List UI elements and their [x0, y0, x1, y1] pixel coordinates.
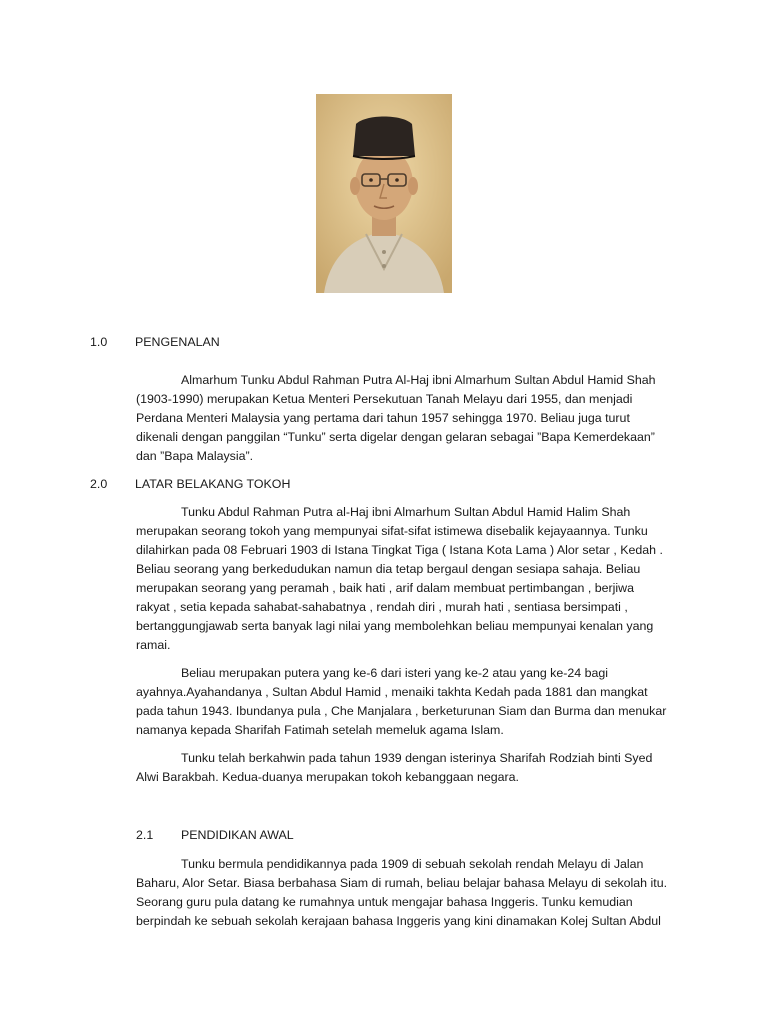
paragraph-line: dan ”Bapa Malaysia”. [136, 449, 254, 463]
paragraph-line: Seorang guru pula datang ke rumahnya untuk mengajar bahasa Inggeris. Tunku kemudian [136, 895, 633, 909]
section-number: 2.1 [136, 828, 154, 842]
paragraph-line: berpindah ke sebuah sekolah kerajaan bahasa Inggeris yang kini dinamakan Kolej Sultan Abdul [136, 914, 661, 928]
paragraph-line: merupakan seorang tokoh yang mempunyai sifat-sifat istimewa disebalik kejayaannya. Tunku [136, 524, 648, 538]
paragraph-line: dikenali dengan panggilan “Tunku” serta digelar dengan gelaran sebagai ”Bapa Kemerdekaan” [136, 430, 655, 444]
section-title: PENGENALAN [135, 335, 220, 349]
paragraph-line: pada tahun 1943. Ibundanya pula , Che Manjalara , berketurunan Siam dan Burma dan menukar [136, 704, 667, 718]
paragraph-1-1 [136, 371, 681, 466]
section-heading-1 [90, 333, 690, 352]
section-heading-3 [136, 826, 736, 845]
section-title: PENDIDIKAN AWAL [181, 828, 294, 842]
paragraph-line: Beliau seorang yang berkedudukan namun dia tetap bergaul dengan sesiapa sahaja. Beliau [136, 562, 641, 576]
paragraph-3-1 [136, 855, 681, 931]
paragraph-line: Alwi Barakbah. Kedua-duanya merupakan tokoh kebanggaan negara. [136, 770, 520, 784]
paragraph-line: Tunku bermula pendidikannya pada 1909 di sebuah sekolah rendah Melayu di Jalan [181, 857, 644, 871]
section-heading-2 [90, 475, 690, 494]
paragraph-line: ramai. [136, 638, 171, 652]
paragraph-line: merupakan seorang yang peramah , baik hati , arif dalam membuat pertimbangan , berjiwa [136, 581, 634, 595]
section-title: LATAR BELAKANG TOKOH [135, 477, 291, 491]
section-number: 1.0 [90, 335, 108, 349]
section-number: 2.0 [90, 477, 108, 491]
portrait-image [316, 94, 452, 293]
paragraph-line: Beliau merupakan putera yang ke-6 dari isteri yang ke-2 atau yang ke-24 bagi [181, 666, 609, 680]
paragraph-2-3 [136, 749, 681, 787]
paragraph-line: Tunku Abdul Rahman Putra al-Haj ibni Almarhum Sultan Abdul Hamid Halim Shah [181, 505, 631, 519]
paragraph-2-2 [136, 664, 681, 740]
paragraph-2-1 [136, 503, 681, 655]
paragraph-line: Almarhum Tunku Abdul Rahman Putra Al-Haj ibni Almarhum Sultan Abdul Hamid Shah [181, 373, 656, 387]
paragraph-line: bertanggungjawab serta banyak lagi nilai yang membolehkan beliau mempunyai kenalan yang [136, 619, 654, 633]
paragraph-line: Tunku telah berkahwin pada tahun 1939 dengan isterinya Sharifah Rodziah binti Syed [181, 751, 653, 765]
paragraph-line: ayahnya.Ayahandanya , Sultan Abdul Hamid , menaiki takhta Kedah pada 1881 dan mangkat [136, 685, 648, 699]
paragraph-line: Perdana Menteri Malaysia yang pertama dari tahun 1957 sehingga 1970. Beliau juga turut [136, 411, 630, 425]
paragraph-line: (1903-1990) merupakan Ketua Menteri Persekutuan Tanah Melayu dari 1955, dan menjadi [136, 392, 633, 406]
paragraph-line: namanya kepada Sharifah Fatimah setelah memeluk agama Islam. [136, 723, 504, 737]
paragraph-line: Baharu, Alor Setar. Biasa berbahasa Siam di rumah, beliau belajar bahasa Melayu di sekolah itu. [136, 876, 668, 890]
paragraph-line: rakyat , setia kepada sahabat-sahabatnya , rendah diri , murah hati , sentiasa bersimpati , [136, 600, 628, 614]
paragraph-line: dilahirkan pada 08 Februari 1903 di Istana Tingkat Tiga ( Istana Kota Lama ) Alor setar , Kedah . [136, 543, 663, 557]
